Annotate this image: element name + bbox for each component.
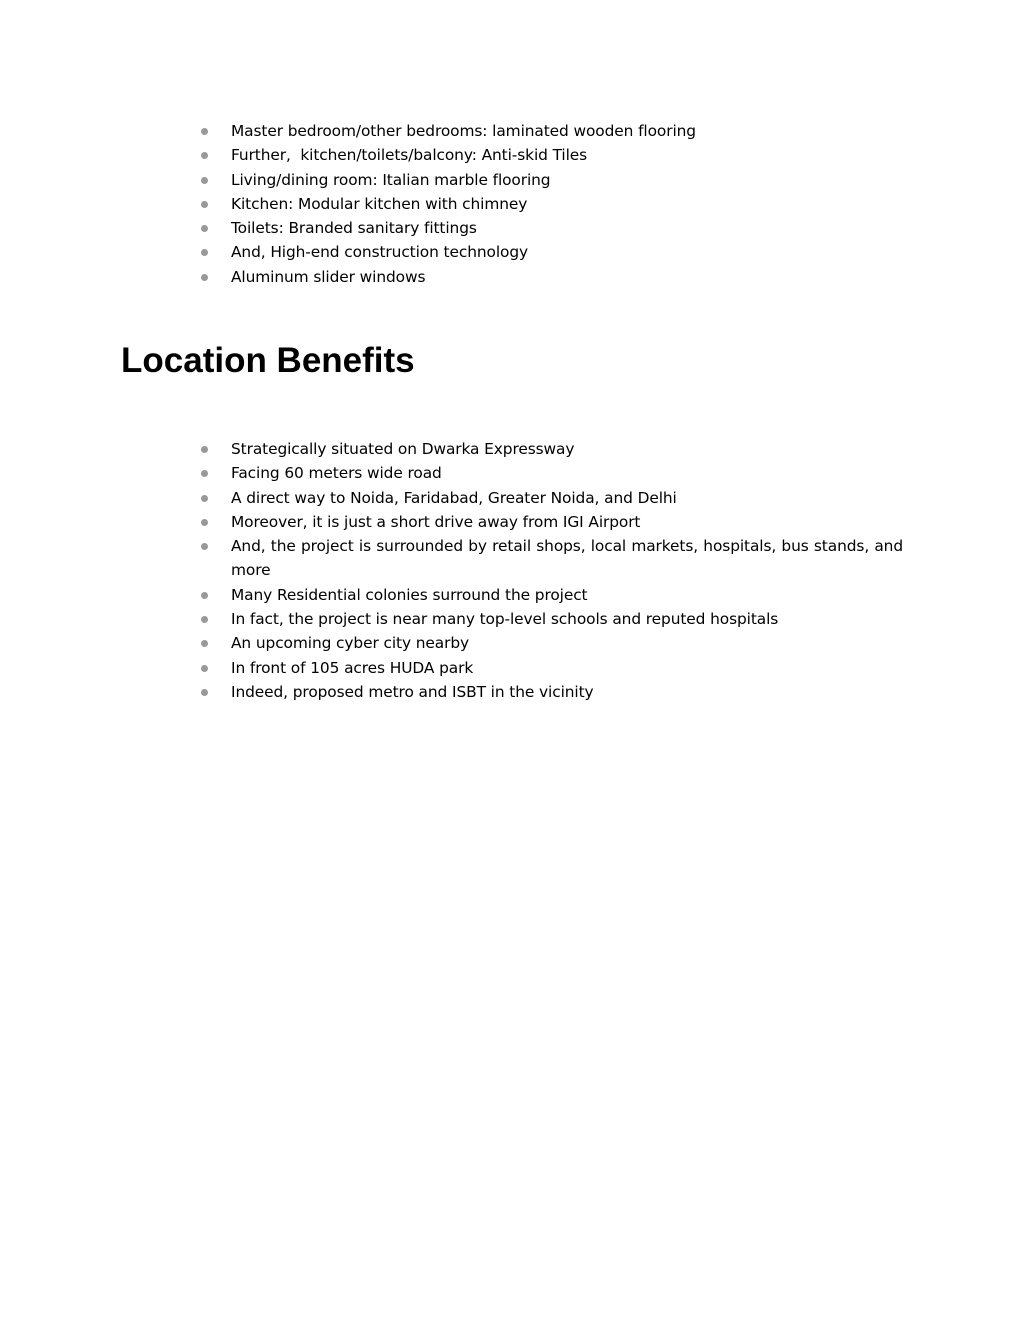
list-item (231, 143, 903, 167)
list-item-text: Strategically situated on Dwarka Expressway (231, 440, 575, 458)
bullet-icon (201, 177, 208, 184)
list-item (231, 265, 903, 289)
bullet-icon (201, 495, 208, 502)
list-item-text: In fact, the project is near many top-level schools and reputed hospitals (231, 610, 779, 629)
list-item-text: A direct way to Noida, Faridabad, Greater Noida, and Delhi (231, 488, 677, 507)
bullet-icon (201, 201, 208, 208)
list-item-text: Aluminum slider windows (231, 267, 426, 286)
list-item (231, 461, 903, 485)
bullet-icon (201, 519, 208, 526)
list-item (231, 631, 903, 655)
list-item-text: Toilets: Branded sanitary fittings (231, 219, 477, 238)
list-item (231, 119, 903, 143)
bullet-icon (201, 640, 208, 647)
list-item (231, 680, 903, 704)
features-list (231, 119, 903, 289)
bullet-icon (201, 128, 208, 135)
bullet-icon (201, 446, 208, 453)
list-item-text: Many Residential colonies surround the project (231, 585, 588, 604)
list-item (231, 168, 903, 192)
list-item-text: And, the project is surrounded by retail shops, local markets, hospitals, bus stands, and more (231, 537, 903, 580)
bullet-icon (201, 274, 208, 281)
list-item (231, 583, 903, 607)
section-heading-location-benefits: Location Benefits (121, 341, 415, 380)
bullet-icon (201, 225, 208, 232)
list-item-text: Indeed, proposed metro and ISBT in the vicinity (231, 682, 594, 701)
list-item-text: Facing 60 meters wide road (231, 464, 442, 483)
list-item (231, 534, 903, 583)
bullet-icon (201, 543, 208, 550)
list-item (231, 192, 903, 216)
list-item (231, 486, 903, 510)
list-item-text: In front of 105 acres HUDA park (231, 658, 474, 677)
bullet-icon (201, 689, 208, 696)
list-item (231, 656, 903, 680)
list-item-text: Master bedroom/other bedrooms: laminated wooden flooring (231, 122, 696, 140)
list-item (231, 510, 903, 534)
bullet-icon (201, 665, 208, 672)
bullet-icon (201, 249, 208, 256)
list-item-text: Further, kitchen/toilets/balcony: Anti-skid Tiles (231, 146, 588, 165)
list-item (231, 240, 903, 264)
location-benefits-list (231, 437, 903, 704)
list-item (231, 437, 903, 461)
list-item-text: And, High-end construction technology (231, 243, 529, 262)
bullet-icon (201, 152, 208, 159)
bullet-icon (201, 470, 208, 477)
list-item (231, 216, 903, 240)
bullet-icon (201, 592, 208, 599)
bullet-icon (201, 616, 208, 623)
list-item-text: Living/dining room: Italian marble flooring (231, 170, 551, 189)
list-item-text: Kitchen: Modular kitchen with chimney (231, 194, 528, 213)
list-item (231, 607, 903, 631)
list-item-text: An upcoming cyber city nearby (231, 634, 470, 653)
list-item-text: Moreover, it is just a short drive away from IGI Airport (231, 512, 641, 531)
